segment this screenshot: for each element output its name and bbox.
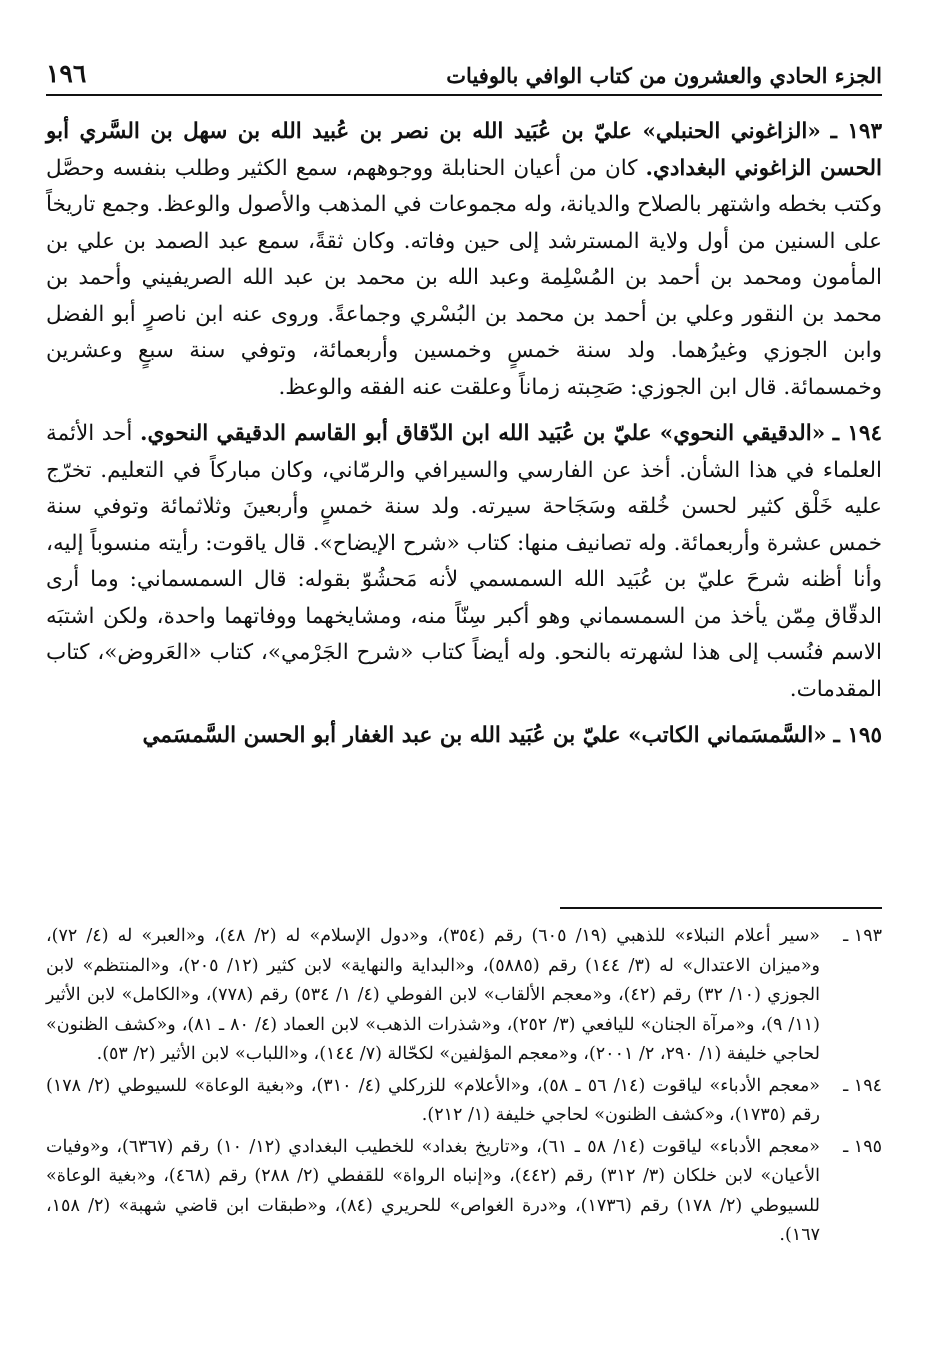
- biography-entry-194: [46, 416, 882, 708]
- footnote-divider: [560, 907, 882, 909]
- footnote-number: ١٩٣ ـ: [843, 926, 882, 946]
- entry-text: أحد الأئمة العلماء في هذا الشأن. أخذ عن الفارسي والسيرافي والرمّاني، وكان مباركاً في التعليم. تخرّج عليه خَلْق كثير لحسن خُلقه وسَجَاحة سيرته. ولد سنة خمسٍ وأربعينَ وثلاثمائة وتوفي سنة خمس عشرة وأربعمائة. وله تصانيف منها: كتاب «شرح الإيضاح». قال ياقوت: رأيته منسوباً إليه، وأنا أظنه شرحَ عليّ بن عُبَيد الله السمسمي لأنه مَحشُوّ بقوله: قال السمسماني: وما أرى الدقّاق مِمّن يأخذ من السمسماني وهو أكبر سِنّاً منه، ومشايخهما ووفاتهما واحدة، ولكن اشتبَه الاسم فنُسب إلى هذا لشهرته بالنحو. وله أيضاً كتاب «شرح الجَرْمي»، كتاب «العَروض»، كتاب المقدمات.: [46, 421, 882, 702]
- footnote-text: «معجم الأدباء» لياقوت (١٤/ ٥٨ ـ ٦١)، و«تاريخ بغداد» للخطيب البغدادي (١٢/ ١٠) رقم (٦٣٦٧)، و«وفيات الأعيان» لابن خلكان (٣/ ٣١٢) رقم (٤٤٢)، و«إنباه الرواة» للقفطي (٢/ ٢٨٨) رقم (٤٦٨)، و«بغية الوعاة» للسيوطي (٢/ ١٧٨) رقم (١٧٣٦)، و«درة الغواص» للحريري (٨٤)، و«طبقات ابن قاضي شهبة» (٢/ ١٥٨، ١٦٧).: [46, 1136, 821, 1245]
- footnote-text: «معجم الأدباء» لياقوت (١٤/ ٥٦ ـ ٥٨)، و«الأعلام» للزركلي (٤/ ٣١٠)، و«بغية الوعاة» للسيوطي (٢/ ١٧٨) رقم (١٧٣٥)، و«كشف الظنون» لحاجي خليفة (١/ ٢١٢).: [46, 1075, 820, 1125]
- footnote-194: [46, 1072, 882, 1131]
- entry-heading: «الدقيقي النحوي» عليّ بن عُبَيد الله ابن الدّقاق أبو القاسم الدقيقي النحوي.: [139, 421, 826, 446]
- footnote-193: [46, 922, 882, 1070]
- entry-text: كان من أعيان الحنابلة ووجوههم، سمع الكثير وطلب بنفسه وحصَّل وكتب بخطه واشتهر بالصلاح والديانة، وله مجموعات في المذهب والأصول والوعظ. وجمع تاريخاً على السنين من أول ولاية المسترشد إلى حين وفاته. وكان ثقةً، سمع عبد الصمد بن علي بن المأمون ومحمد بن أحمد بن المُسْلِمة وعبد الله بن محمد بن عبد الله الصريفيني وأحمد بن محمد بن النقور وعلي بن أحمد بن محمد بن البُسْري وجماعةً. وروى عنه ابن ناصرٍ أبو الفضل وابن الجوزي وغيرُهما. ولد سنة خمسٍ وخمسين وأربعمائة، وتوفي سنة سبعٍ وعشرين وخمسمائة. قال ابن الجوزي: صَحِبته زماناً وعلقت عنه الفقه والوعظ.: [46, 155, 882, 400]
- entry-heading: «الزاغوني الحنبلي» عليّ بن عُبَيد الله بن نصر بن عُبيد الله بن سهل بن السَّري أبو الحسن الزاغوني البغدادي.: [46, 119, 882, 181]
- entry-heading: «السَّمسَماني الكاتب» عليّ بن عُبَيد الله بن عبد الغفار أبو الحسن السَّمسَمي: [142, 723, 827, 748]
- page-header: [46, 52, 882, 96]
- entry-number: ١٩٣ ـ: [830, 119, 882, 144]
- entry-number: ١٩٥ ـ: [833, 723, 882, 748]
- footnote-number: ١٩٤ ـ: [843, 1075, 882, 1096]
- footnote-number: ١٩٥ ـ: [843, 1136, 882, 1157]
- footnote-text: «سير أعلام النبلاء» للذهبي (١٩/ ٦٠٥) رقم (٣٥٤)، و«دول الإسلام» له (٢/ ٤٨)، و«العبر» له (٤/ ٧٢)، و«ميزان الاعتدال» له (٣/ ١٤٤) رقم (٥٨٨٥)، و«البداية والنهاية» لابن كثير (١٢/ ٢٠٥)، و«المنتظم» لابن الجوزي (١٠/ ٣٢) رقم (٤٢)، و«معجم الألقاب» لابن الفوطي (٤/ ١/ ٥٣٤) رقم (٧٧٨)، و«الكامل» لابن الأثير (١١/ ٩)، و«مرآة الجنان» لليافعي (٣/ ٢٥٢)، و«شذرات الذهب» لابن العماد (٤/ ٨٠ ـ ٨١)، و«كشف الظنون» لحاجي خليفة (١/ ٢٩٠، ٢/ ٢٠٠١)، و«معجم المؤلفين» لكحّالة (٧/ ١٤٤)، و«اللباب» لابن الأثير (٢/ ٥٣).: [46, 926, 820, 1064]
- biography-entry-193: [46, 114, 882, 406]
- footnotes: [46, 922, 882, 1253]
- main-text: [46, 114, 882, 755]
- page-number: ١٩٦: [46, 59, 87, 88]
- footnote-195: [46, 1133, 882, 1251]
- entry-number: ١٩٤ ـ: [832, 421, 882, 446]
- running-title: الجزء الحادي والعشرون من كتاب الوافي بالوفيات: [446, 63, 882, 88]
- biography-entry-195: [46, 718, 882, 755]
